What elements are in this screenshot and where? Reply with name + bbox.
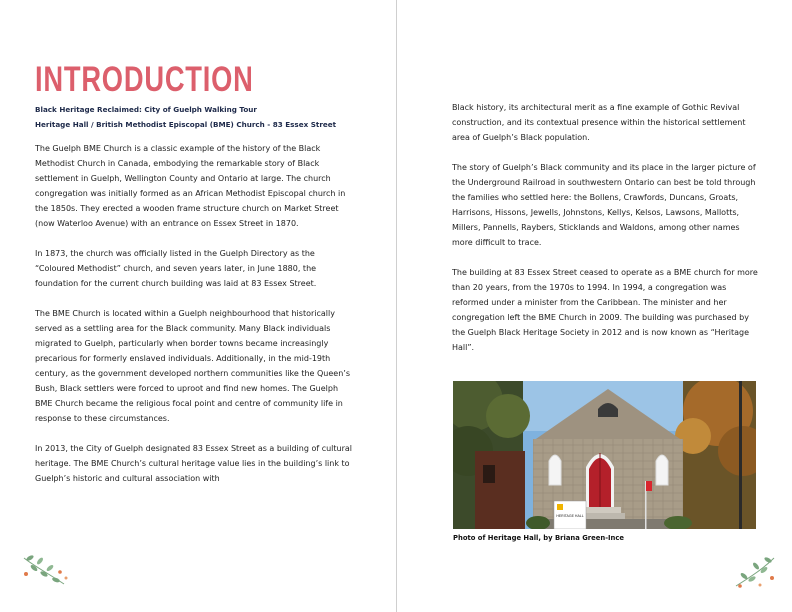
leaf-decoration-icon [20, 548, 72, 588]
page-subtitle [35, 102, 355, 132]
paragraph: The story of Guelph’s Black community and its place in the larger picture of the Underground Railroad in southwestern Ontario can best be told through the families who settled here: the Bollens, Crawfords, Duncans, Groats, Harrisons, Hissons, Jewells, Johnstons, Kellys, Kelsos, Lawsons, Mallotts, Millers, Pannells, Raybers, Sticklands and Waldons, among other names more difficult to trace. [452, 163, 756, 247]
paragraph: The Guelph BME Church is a classic example of the history of the Black Methodist Church in Canada, embodying the remarkable story of Black settlement in Guelph, Wellington County and Ontario at large. The church congregation was initially formed as an African Methodist Episcopal church in the 1850s. They erected a wooden frame structure church on Market Street (now Waterloo Avenue) with an entrance on Essex Street in 1870. [35, 144, 346, 228]
page-title: INTRODUCTION [35, 60, 254, 99]
photo-caption: Photo of Heritage Hall, by Briana Green-Ince [453, 534, 625, 542]
heritage-hall-photo [453, 381, 756, 529]
paragraph: In 2013, the City of Guelph designated 83 Essex Street as a building of cultural heritage. The BME Church’s cultural heritage value lies in the building’s link to Guelph’s historic and cultural association with [35, 444, 353, 483]
paragraph: Black history, its architectural merit as a fine example of Gothic Revival construction, and its contextual presence within the historical settlement area of Guelph’s Black population. [452, 103, 746, 142]
subtitle-line-1: Black Heritage Reclaimed: City of Guelph Walking Tour [35, 105, 257, 114]
paragraph: The building at 83 Essex Street ceased to operate as a BME church for more than 20 years, from the 1970s to 1994. In 1994, a congregation was reformed under a minister from the Caribbean. The minister and her congregation left the BME Church in 2009. The building was purchased by the Guelph Black Heritage Society in 2012 and is now known as “Heritage Hall”. [452, 268, 758, 352]
right-body-text [452, 100, 762, 370]
paragraph: The BME Church is located within a Guelph neighbourhood that historically served as a settling area for the Black community. Many Black individuals migrated to Guelph, particularly when border towns became increasingly precarious for formerly enslaved individuals. Additionally, in the mid-19th century, as the government developed northern communities like the Queen’s Bush, Black settlers were forced to uproot and find new homes. The Guelph BME Church became the religious focal point and centre of community life in response to these circumstances. [35, 309, 350, 423]
right-page [397, 0, 792, 612]
paragraph: In 1873, the church was officially listed in the Guelph Directory as the “Coloured Methodist” church, and seven years later, in June 1880, the foundation for the current church building was laid at 83 Essex Street. [35, 249, 317, 288]
subtitle-line-2: Heritage Hall / British Methodist Episcopal (BME) Church - 83 Essex Street [35, 120, 337, 129]
left-body-text [35, 141, 355, 501]
photo-sign-text: HERITAGE HALL [556, 514, 584, 518]
leaf-decoration-icon [732, 552, 778, 592]
